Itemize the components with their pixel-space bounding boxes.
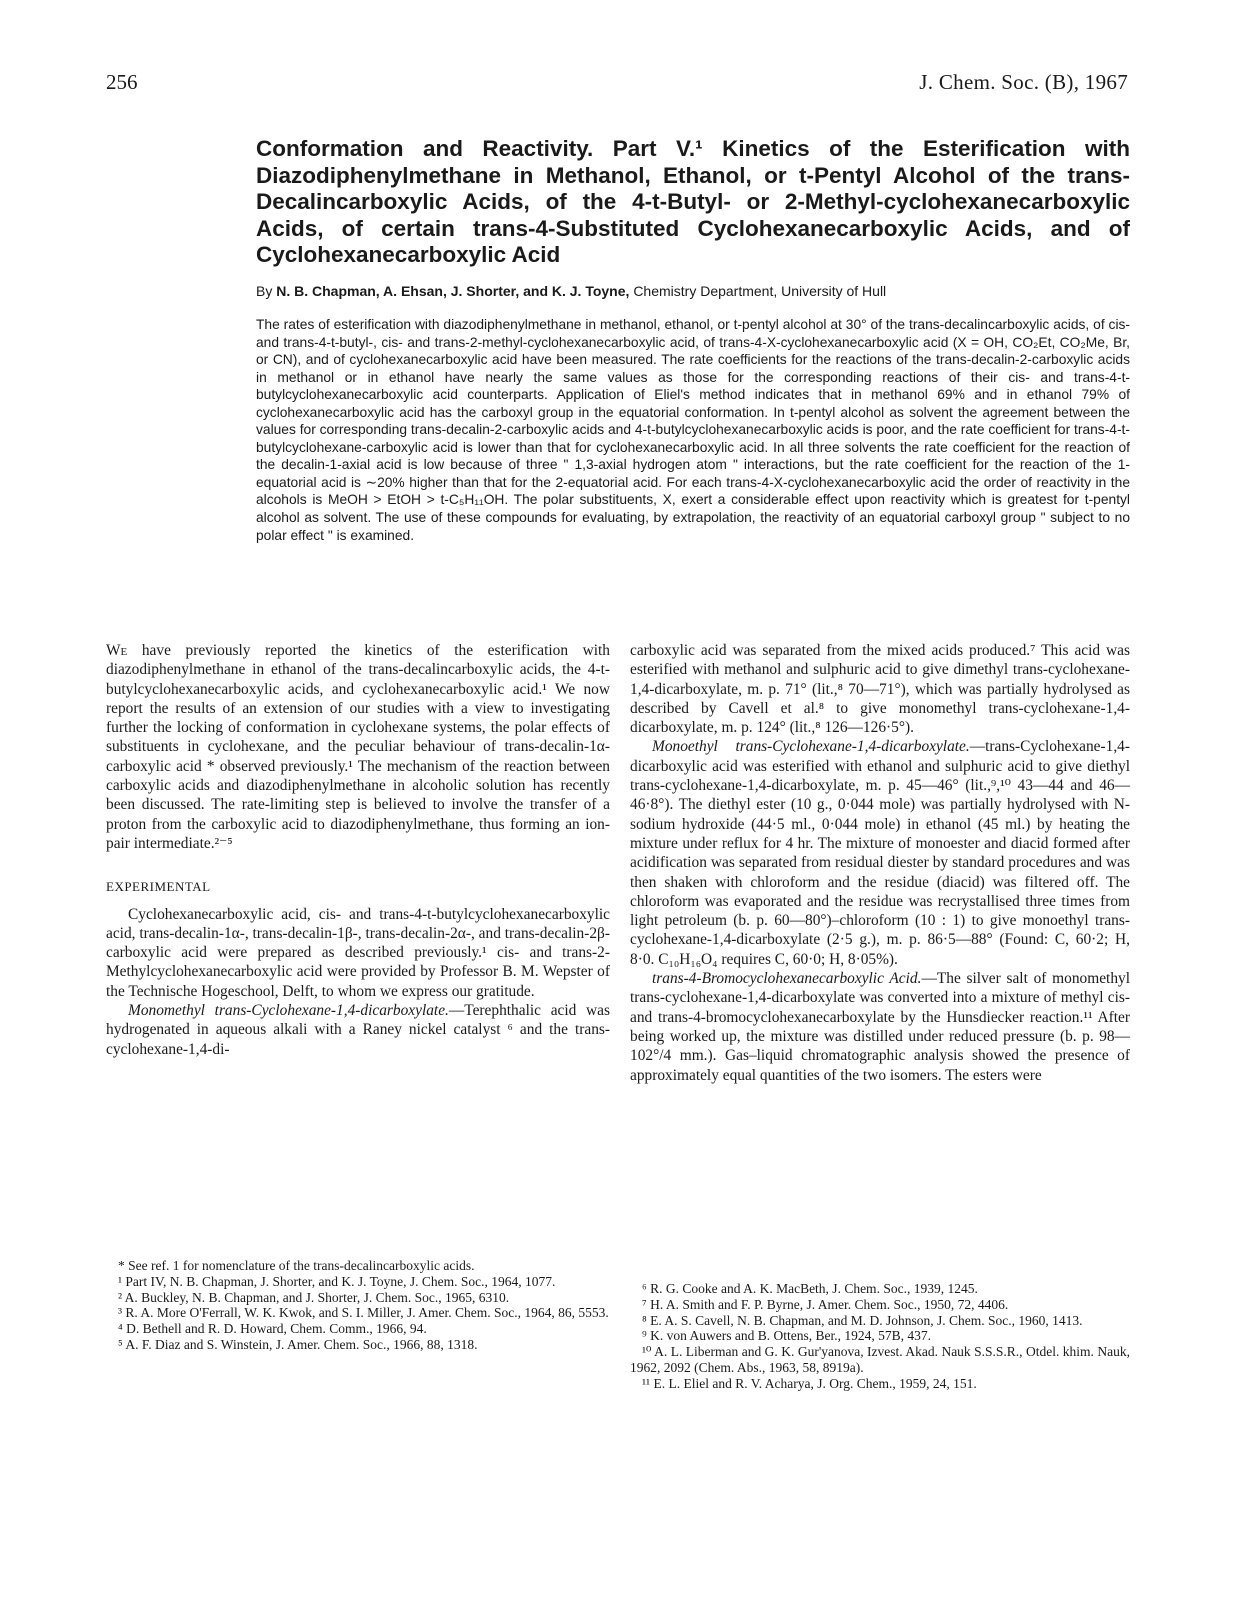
experimental-paragraph: Cyclohexanecarboxylic acid, cis- and trans-4-t-butylcyclohexanecarboxylic acid, trans-decalin-1α-, trans-decalin-1β-, trans-decalin-2α-, and trans-decalin-2β-carboxylic acid were prepared as described previously.¹ cis- and trans-2-Methylcyclohexanecarboxylic acid were provided by Professor B. M. Wepster of the Technische Hogeschool, Delft, to whom we express our gratitude. xyxy=(106,905,610,1000)
footnote: ³ R. A. More O'Ferrall, W. K. Kwok, and S. I. Miller, J. Amer. Chem. Soc., 1964, 86, 5553. xyxy=(118,1305,609,1321)
journal-header: J. Chem. Soc. (B), 1967 xyxy=(919,70,1128,94)
body-column-right xyxy=(630,641,1130,1085)
bromo-paragraph xyxy=(630,969,1130,1085)
monoethyl-text: —trans-Cyclohexane-1,4-dicarboxylic acid was esterified with ethanol and sulphuric acid to give diethyl trans-cyclohexane-1,4-dicarboxylate, m. p. 45—46° (lit.,⁹,¹⁰ 43—44 and 46—46·8°). The diethyl ester (10 g., 0·044 mole) was partially hydrolysed with N-sodium hydroxide (44·5 ml., 0·044 mole) in ethanol (45 ml.) by heating the mixture under reflux for 4 hr. The mixture of monoester and diacid formed after acidification was separated from residual diester by standard procedures and was then shaken with chloroform and the residue (diacid) was filtered off. The chloroform was evaporated and the residue was recrystallised three times from light petroleum (b. p. 60—80°)–chloroform (10 : 1) to give monoethyl trans-cyclohexane-1,4-dicarboxylate (2·5 g.), m. p. 86·5—88° (Found: C, 60·2; H, 8·0. C₁₀H₁₆O₄ requires C, 60·0; H, 8·05%). xyxy=(630,738,1130,968)
affiliation: Chemistry Department, University of Hull xyxy=(633,283,887,299)
footnote: ² A. Buckley, N. B. Chapman, and J. Shorter, J. Chem. Soc., 1965, 6310. xyxy=(118,1289,510,1305)
footnote: ¹¹ E. L. Eliel and R. V. Acharya, J. Org. Chem., 1959, 24, 151. xyxy=(642,1375,977,1391)
footnote: * See ref. 1 for nomenclature of the trans-decalincarboxylic acids. xyxy=(118,1258,475,1273)
monomethyl-paragraph xyxy=(106,1001,610,1059)
footnote: ⁹ K. von Auwers and B. Ottens, Ber., 1924, 57B, 437. xyxy=(642,1328,931,1344)
footnote: ⁶ R. G. Cooke and A. K. MacBeth, J. Chem. Soc., 1939, 1245. xyxy=(642,1281,978,1296)
footnote: ⁷ H. A. Smith and F. P. Byrne, J. Amer. Chem. Soc., 1950, 72, 4406. xyxy=(642,1296,1009,1312)
body-column-left xyxy=(106,641,610,1059)
footnote: ⁸ E. A. S. Cavell, N. B. Chapman, and M. D. Johnson, J. Chem. Soc., 1960, 1413. xyxy=(642,1312,1083,1328)
introduction-text: have previously reported the kinetics of the esterification with diazodiphenylmethane in ethanol of the trans-decalincarboxylic acids, the 4-t-butylcyclohexanecarboxylic acids, and cyclohexanecarboxylic acid.¹ We now report the results of an extension of our studies with a view to investigating further the locking of conformation in cyclohexane systems, the polar effects of substituents in cyclohexane, and the peculiar behaviour of trans-decalin-1α-carboxylic acid * observed previously.¹ The mechanism of the reaction between carboxylic acids and diazodiphenylmethane in alcoholic solution has recently been discussed. The rate-limiting step is believed to involve the transfer of a proton from the carboxylic acid to diazodiphenylmethane, thus forming an ion-pair intermediate.²⁻⁵ xyxy=(106,642,610,852)
byline xyxy=(256,282,1130,300)
continued-paragraph: carboxylic acid was separated from the mixed acids produced.⁷ This acid was esterified with methanol and sulphuric acid to give dimethyl trans-cyclohexane-1,4-dicarboxylate, m. p. 71° (lit.,⁸ 70—71°), which was partially hydrolysed as described by Cavell et al.⁸ to give monomethyl trans-cyclohexane-1,4-dicarboxylate, m. p. 124° (lit.,⁸ 126—126·5°). xyxy=(630,642,1130,737)
monomethyl-text: —Terephthalic acid was hydrogenated in aqueous alkali with a Raney nickel catalyst ⁶ and the trans-cyclohexane-1,4-di- xyxy=(106,1002,610,1058)
drop-word: We xyxy=(106,642,128,659)
experimental-heading: EXPERIMENTAL xyxy=(106,879,211,895)
monoethyl-paragraph xyxy=(630,737,1130,969)
footnote: ⁴ D. Bethell and R. D. Howard, Chem. Comm., 1966, 94. xyxy=(118,1321,427,1337)
footnote: ¹ Part IV, N. B. Chapman, J. Shorter, and K. J. Toyne, J. Chem. Soc., 1964, 1077. xyxy=(118,1273,556,1289)
footnote: ⁵ A. F. Diaz and S. Winstein, J. Amer. Chem. Soc., 1966, 88, 1318. xyxy=(118,1336,478,1352)
introduction-paragraph xyxy=(106,641,610,853)
authors: N. B. Chapman, A. Ehsan, J. Shorter, and K. J. Toyne, xyxy=(276,283,630,299)
footnotes-right xyxy=(630,1281,1130,1392)
footnotes-left xyxy=(106,1258,610,1353)
byline-by: By xyxy=(256,283,273,299)
bromo-text: —The silver salt of monomethyl trans-cyclohexane-1,4-dicarboxylate was converted into a mixture of methyl cis- and trans-4-bromocyclohexanecarboxylate by the Hunsdiecker reaction.¹¹ After being worked up, the mixture was distilled under reduced pressure (b. p. 98—102°/4 mm.). Gas–liquid chromatographic analysis showed the presence of approximately equal quantities of the two isomers. The esters were xyxy=(630,970,1130,1084)
bromo-heading: trans-4-Bromocyclohexanecarboxylic Acid. xyxy=(652,970,922,988)
monomethyl-heading: Monomethyl trans-Cyclohexane-1,4-dicarboxylate. xyxy=(128,1002,449,1020)
footnote: ¹⁰ A. L. Liberman and G. K. Gur'yanova, Izvest. Akad. Nauk S.S.S.R., Otdel. khim. Nauk, 1962, 2092 (Chem. Abs., 1963, 58, 8919a). xyxy=(630,1344,1130,1375)
page-number: 256 xyxy=(106,70,138,94)
monoethyl-heading: Monoethyl trans-Cyclohexane-1,4-dicarboxylate. xyxy=(652,738,970,756)
abstract: The rates of esterification with diazodiphenylmethane in methanol, ethanol, or t-pentyl alcohol at 30° of the trans-decalincarboxylic acids, of cis- and trans-4-t-butyl-, cis- and trans-2-methyl-cyclohexanecarboxylic acid, of trans-4-X-cyclohexanecarboxylic acid (X = OH, CO₂Et, CO₂Me, Br, or CN), and of cyclohexanecarboxylic acid have been measured. The rate coefficients for the reactions of the trans-decalin-2-carboxylic acids in methanol or in ethanol have nearly the same values as those for the corresponding reactions of their cis- and trans-4-t-butylcyclohexanecarboxylic acid counterparts. Application of Eliel's method indicates that in methanol 69% and in ethanol 79% of cyclohexanecarboxylic acid has the carboxyl group in the equatorial conformation. In t-pentyl alcohol as solvent the agreement between the values for corresponding trans-decalin-2-carboxylic acids and 4-t-butylcyclohexanecarboxylic acids is poor, and the rate coefficient for trans-4-t-butylcyclohexane-carboxylic acid is lower than that for cyclohexanecarboxylic acid. In all three solvents the rate coefficient for the reaction of the decalin-1-axial acid is low because of three " 1,3-axial hydrogen atom " interactions, but the rate coefficient for the reaction of the 1-equatorial acid is ∼20% higher than that for the 2-equatorial acid. For each trans-4-X-cyclohexanecarboxylic acid the order of reactivity in the alcohols is MeOH > EtOH > t-C₅H₁₁OH. The polar substituents, X, exert a considerable effect upon reactivity which is greatest for t-pentyl alcohol as solvent. The use of these compounds for evaluating, by extrapolation, the reactivity of an equatorial carboxyl group " subject to no polar effect " is examined. xyxy=(256,317,1130,543)
article-title: Conformation and Reactivity. Part V.¹ Kinetics of the Esterification with Diazodiphenylmethane in Methanol, Ethanol, or t-Pentyl Alcohol of the trans-Decalincarboxylic Acids, of the 4-t-Butyl- or 2-Methyl-cyclohexanecarboxylic Acids, of certain trans-4-Substituted Cyclohexanecarboxylic Acids, and of Cyclohexanecarboxylic Acid xyxy=(256,136,1130,267)
